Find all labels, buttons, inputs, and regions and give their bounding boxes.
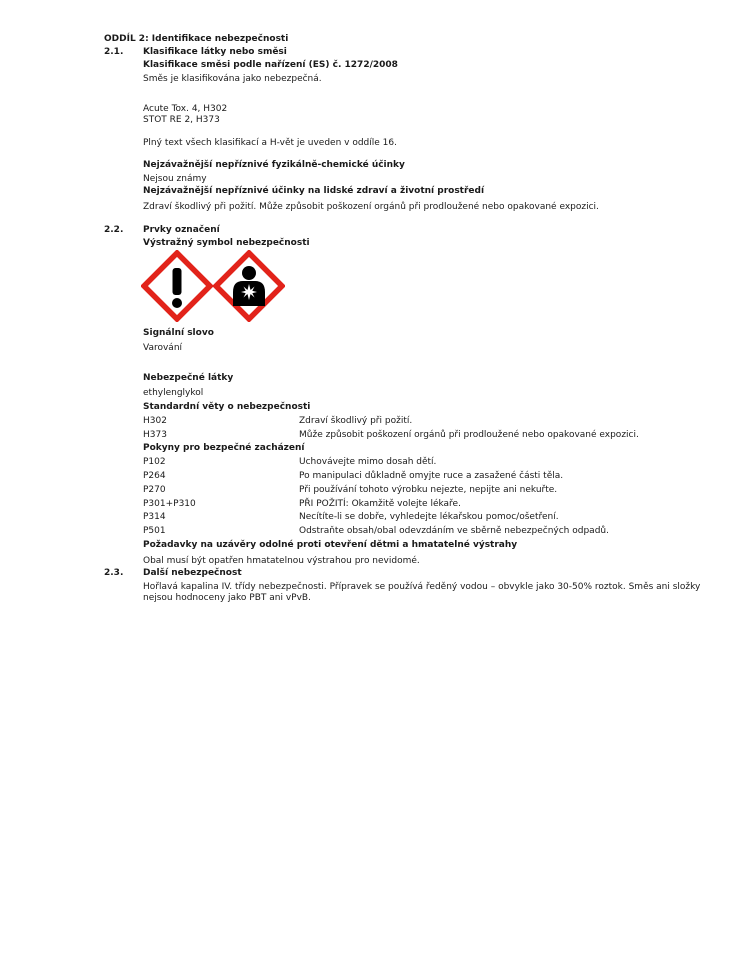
p-text: Necítíte-li se dobře, vyhledejte lékařskou pomoc/ošetření.	[299, 512, 559, 522]
symbol-heading: Výstražný symbol nebezpečnosti	[143, 238, 310, 248]
physchem-text: Nejsou známy	[143, 174, 207, 184]
h-statements-heading: Standardní věty o nebezpečnosti	[143, 402, 311, 412]
p-text: Po manipulaci důkladně omyjte ruce a zasažené části těla.	[299, 471, 564, 481]
p-code: P314	[143, 512, 166, 522]
closure-heading: Požadavky na uzávěry odolné proti otevření dětmi a hmatatelné výstrahy	[143, 540, 518, 550]
p-text: Při používání tohoto výrobku nejezte, nepijte ani nekuřte.	[299, 485, 558, 495]
health-text: Zdraví škodlivý při požití. Může způsobit poškození orgánů při prodloužené nebo opakované expozici.	[143, 202, 599, 212]
section-2-1-heading: Klasifikace látky nebo směsi	[143, 47, 287, 57]
section-title: ODDÍL 2: Identifikace nebezpečnosti	[104, 34, 289, 44]
physchem-heading: Nejzávažnější nepříznivé fyzikálně-chemické účinky	[143, 160, 405, 170]
other-hazards-text: Hořlavá kapalina IV. třídy nebezpečnosti. Přípravek se používá ředěný vodou – obvykle jako 30-50% roztok. Směs ani složky nejsou hodnoceny jako PBT ani vPvB.	[143, 582, 701, 603]
section-2-3-heading: Další nebezpečnost	[143, 568, 242, 578]
signal-heading: Signální slovo	[143, 328, 214, 338]
substances-heading: Nebezpečné látky	[143, 373, 234, 383]
substance-name: ethylenglykol	[143, 388, 204, 398]
section-2-2-number: 2.2.	[104, 225, 124, 235]
h-text: Zdraví škodlivý při požití.	[299, 416, 413, 426]
p-code: P102	[143, 457, 166, 467]
classification-subheading: Klasifikace směsi podle nařízení (ES) č. 1272/2008	[143, 60, 398, 70]
health-hazard-pictogram-icon	[213, 250, 285, 322]
closure-text: Obal musí být opatřen hmatatelnou výstrahou pro nevidomé.	[143, 556, 420, 566]
classification-2: STOT RE 2, H373	[143, 115, 220, 125]
section-2-1-number: 2.1.	[104, 47, 124, 57]
exclamation-mark-pictogram-icon	[141, 250, 213, 322]
section-2-2-heading: Prvky označení	[143, 225, 220, 235]
p-text: Odstraňte obsah/obal odevzdáním ve sběrně nebezpečných odpadů.	[299, 526, 609, 536]
p-code: P501	[143, 526, 166, 536]
classification-1: Acute Tox. 4, H302	[143, 104, 228, 114]
fulltext-note: Plný text všech klasifikací a H-vět je uveden v oddíle 16.	[143, 138, 397, 148]
health-heading: Nejzávažnější nepříznivé účinky na lidské zdraví a životní prostředí	[143, 186, 485, 196]
p-statements-heading: Pokyny pro bezpečné zacházení	[143, 443, 305, 453]
p-text: PŘI POŽITÍ: Okamžitě volejte lékaře.	[299, 499, 461, 509]
p-text: Uchovávejte mimo dosah dětí.	[299, 457, 437, 467]
section-2-3-number: 2.3.	[104, 568, 124, 578]
p-code: P301+P310	[143, 499, 196, 509]
signal-word: Varování	[143, 343, 183, 353]
classified-statement: Směs je klasifikována jako nebezpečná.	[143, 74, 322, 84]
p-code: P264	[143, 471, 166, 481]
h-code: H302	[143, 416, 167, 426]
h-text: Může způsobit poškození orgánů při prodloužené nebo opakované expozici.	[299, 430, 639, 440]
h-code: H373	[143, 430, 167, 440]
p-code: P270	[143, 485, 166, 495]
